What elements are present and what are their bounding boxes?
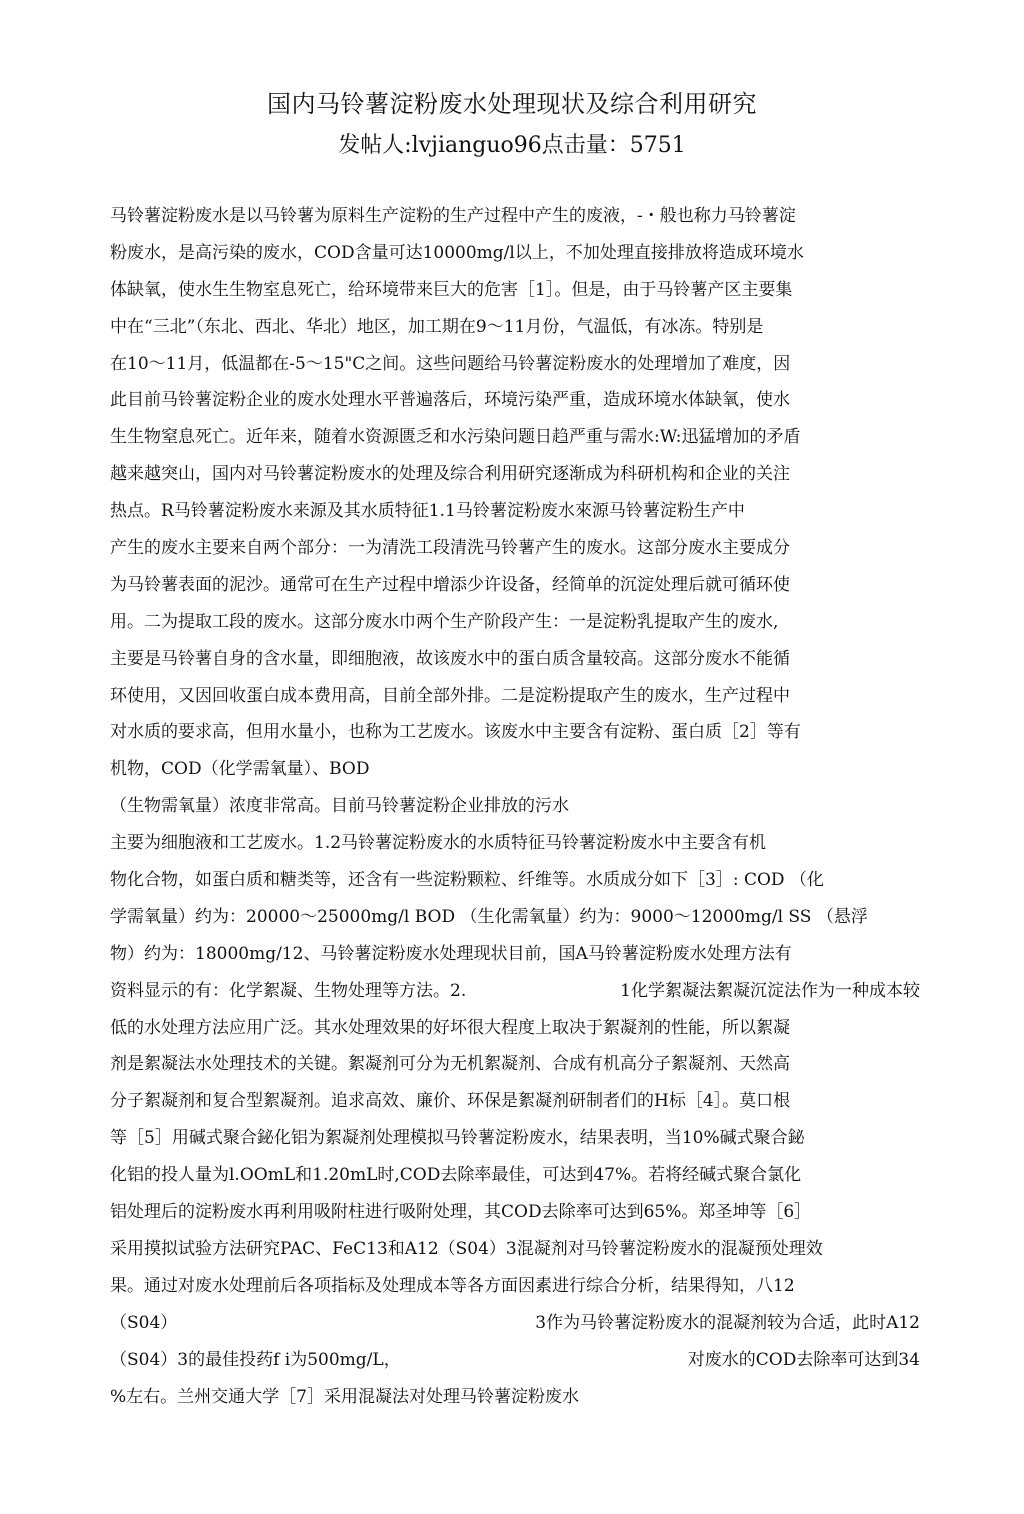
text-line: 化铝的投人量为l.OOmL和1.20mL时,COD去除率最佳，可达到47%。若将经碱式聚合氯化 [110, 1165, 802, 1186]
text-line: 越来越突山，国内对马铃薯淀粉废水的处理及综合利用研究逐渐成为科研机构和企业的关注 [110, 464, 790, 485]
text-line: 对水质的要求高，但用水量小，也称为工艺废水。该废水中主要含有淀粉、蛋白质［2］等有 [110, 722, 801, 743]
text-line: 在10～11月，低温都在-5～15"C之间。这些问题给马铃薯淀粉废水的处理增加了难度，因 [110, 353, 791, 374]
text-line: 物化合物，如蛋白质和糖类等，还含有一些淀粉颗粒、纤维等。水质成分如下［3］: COD （化 [110, 870, 824, 891]
text-line: 学需氧量）约为：20000～25000mg/l BOD （生化需氧量）约为：9000～12000mg/l SS （悬浮 [110, 906, 868, 927]
text-line: 马铃薯淀粉废水是以马铃薯为原料生产淀粉的生产过程中产生的废液，-・般也称力马铃薯淀 [110, 206, 796, 226]
text-segment-right: 对废水的COD去除率可达到34 [687, 1349, 920, 1370]
text-line: 用。二为提取工段的废水。这部分废水巾两个生产阶段产生：一是淀粉乳提取产生的废水, [110, 611, 779, 632]
text-line: 采用摸拟试验方法研究PAC、FeC13和A12（S04）3混凝剂对马铃薯淀粉废水的混凝预处理效 [110, 1238, 823, 1259]
text-line: %左右。兰州交通大学［7］采用混凝法对处理马铃薯淀粉废水 [110, 1386, 579, 1407]
text-line: 低的水处理方法应用广泛。其水处理效果的好坏很大程度上取决于絮凝剂的性能，所以絮凝 [110, 1017, 790, 1038]
text-line: 中在“三北”（东北、西北、华北）地区，加工期在9～11月份，气温低，有冰冻。特别是 [110, 316, 764, 337]
text-line-split [110, 1305, 920, 1342]
text-line: 环使用，又因回收蛋白成本费用高，目前全部外排。二是淀粉提取产生的废水，生产过程中 [110, 685, 790, 706]
text-segment-left: 资料显示的有：化学絮凝、生物处理等方法。2. [110, 980, 467, 1001]
text-line: 物）约为：18000mg/12、马铃薯淀粉废水处理现状目前，国A马铃薯淀粉废水处理方法有 [110, 943, 792, 964]
text-line: 体缺氧，使水生生物室息死亡，给环境带来巨大的危害［1］。但是，由于马铃薯产区主要集 [110, 279, 793, 300]
text-line: 主要是马铃薯自身的含水量，即细胞液，故该废水中的蛋白质含量较高。这部分废水不能循 [110, 648, 790, 669]
text-line-split [110, 1342, 920, 1379]
text-line: 主要为细胞液和工艺废水。1.2马铃薯淀粉废水的水质特征马铃薯淀粉废水中主要含有机 [110, 833, 767, 854]
text-segment-right: 3作为马铃薯淀粉废水的混凝剂较为合适，此时A12 [535, 1312, 920, 1333]
text-line: （生物需氧量）浓度非常高。目前马铃薯淀粉企业排放的污水 [110, 796, 569, 817]
text-segment-right: 1化学絮凝法絮凝沉淀法作为一种成本较 [620, 980, 920, 1001]
text-segment-left: （S04） [110, 1312, 178, 1333]
post-meta: 发帖人:lvjianguo96点击量：5751 [338, 133, 686, 158]
text-line: 分子絮凝剂和复合型絮凝剂。追求高效、廉价、环保是絮凝剂研制者们的H标［4］。莫口根 [110, 1091, 791, 1112]
document-title: 国内马铃薯淀粉废水处理现状及综合利用研究 [267, 90, 757, 118]
article-body [110, 198, 920, 1415]
text-line: 为马铃薯表面的泥沙。通常可在生产过程中增添少许设备，经简单的沉淀处理后就可循环使 [110, 574, 790, 595]
text-line: 热点。R马铃薯淀粉废水来源及其水质特征1.1马铃薯淀粉废水來源马铃薯淀粉生产中 [110, 501, 745, 522]
text-line: 粉废水，是高污染的废水，COD含量可达10000mg/l以上，不加处理直接排放将造成环境水 [110, 242, 804, 263]
text-line: 铝处理后的淀粉废水再利用吸附柱进行吸附处理，其COD去除率可达到65%。郑圣坤等［6］ [110, 1202, 812, 1223]
text-line: 此目前马铃薯淀粉企业的废水处理水平普遍落后，环境污染严重，造成环境水体缺氧，使水 [110, 390, 790, 411]
text-line: 产生的废水主要来自两个部分：一为清洗工段清洗马铃薯产生的废水。这部分废水主要成分 [110, 538, 790, 559]
text-line: 等［5］用碱式聚合鉍化铝为絮凝剂处理模拟马铃薯淀粉废水，结果表明，当10%碱式聚合鉍 [110, 1128, 805, 1149]
text-line: 生生物窒息死亡。近年来，随着水资源匮乏和水污染问题日趋严重与需水:W:迅猛增加的矛盾 [110, 427, 801, 448]
text-line-split [110, 973, 920, 1010]
text-segment-left: （S04）3的最佳投药f i为500mg/L， [110, 1349, 401, 1370]
text-line: 剂是絮凝法水处理技术的关键。絮凝剂可分为无机絮凝剂、合成有机高分子絮凝剂、天然高 [110, 1054, 790, 1075]
text-line: 果。通过对废水处理前后各项指标及处理成本等各方面因素进行综合分析，结果得知，八12 [110, 1275, 795, 1296]
text-line: 机物，COD（化学需氧量）、BOD [110, 759, 370, 780]
